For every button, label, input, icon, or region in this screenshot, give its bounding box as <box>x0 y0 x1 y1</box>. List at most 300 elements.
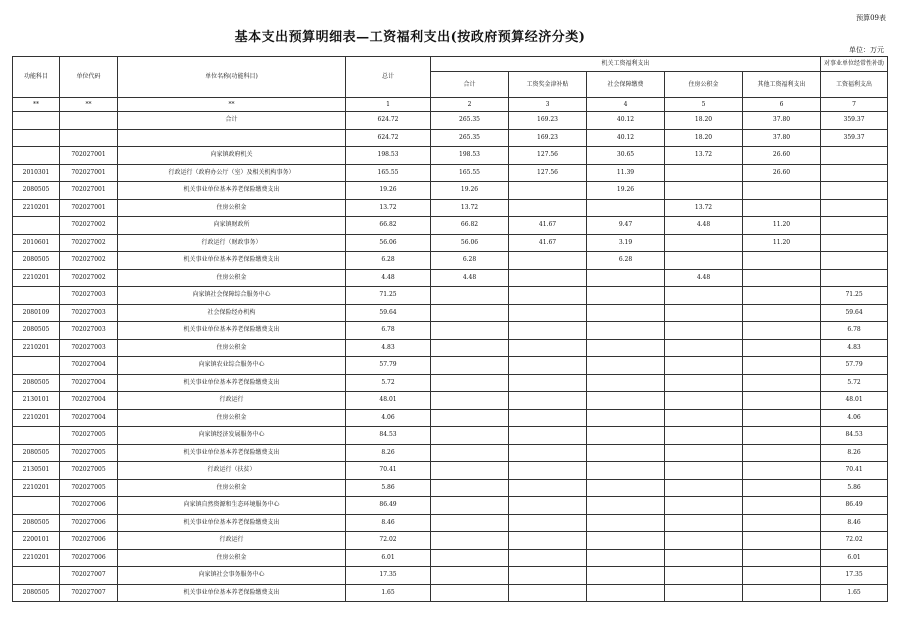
cell-total: 57.79 <box>346 357 431 375</box>
header-sub: 合计 <box>431 72 509 98</box>
cell-social-security <box>587 444 665 462</box>
cell-unit-code: 702027005 <box>60 444 118 462</box>
cell-institution-subsidy: 8.46 <box>821 514 888 532</box>
cell-social-security <box>587 199 665 217</box>
cell-subtotal <box>431 514 509 532</box>
cell-housing-fund <box>665 234 743 252</box>
cell-other-welfare: 11.20 <box>743 217 821 235</box>
cell-func-subject: 2080505 <box>13 444 60 462</box>
cell-social-security <box>587 409 665 427</box>
table-row <box>13 497 888 515</box>
cell-housing-fund: 4.48 <box>665 217 743 235</box>
cell-housing-fund: 4.48 <box>665 269 743 287</box>
cell-housing-fund: 18.20 <box>665 129 743 147</box>
cell-total: 1.65 <box>346 584 431 602</box>
cell-unit-code: 702027005 <box>60 479 118 497</box>
index-cell: ** <box>60 98 118 112</box>
table-row <box>13 252 888 270</box>
table-row <box>13 182 888 200</box>
cell-func-subject <box>13 287 60 305</box>
header-last: 对事业单位经常性补助 <box>821 57 888 72</box>
cell-total: 13.72 <box>346 199 431 217</box>
cell-unit-code: 702027002 <box>60 269 118 287</box>
cell-func-subject: 2210201 <box>13 269 60 287</box>
cell-func-subject: 2080505 <box>13 252 60 270</box>
header-func-subject: 功能科目 <box>13 57 60 98</box>
cell-subtotal: 19.26 <box>431 182 509 200</box>
cell-subtotal <box>431 374 509 392</box>
header-sub: 工资奖金津补贴 <box>509 72 587 98</box>
cell-housing-fund <box>665 567 743 585</box>
cell-unit-code <box>60 129 118 147</box>
cell-total: 71.25 <box>346 287 431 305</box>
cell-housing-fund <box>665 409 743 427</box>
cell-unit-code: 702027003 <box>60 287 118 305</box>
cell-func-subject: 2130101 <box>13 392 60 410</box>
table-row <box>13 479 888 497</box>
cell-salary <box>509 339 587 357</box>
cell-other-welfare <box>743 392 821 410</box>
cell-func-subject <box>13 497 60 515</box>
cell-subtotal <box>431 584 509 602</box>
cell-institution-subsidy <box>821 217 888 235</box>
cell-subtotal: 6.28 <box>431 252 509 270</box>
table-row <box>13 339 888 357</box>
cell-unit-name: 机关事业单位基本养老保险缴费支出 <box>118 444 346 462</box>
cell-subtotal <box>431 532 509 550</box>
cell-salary: 127.56 <box>509 164 587 182</box>
cell-social-security <box>587 374 665 392</box>
form-number: 预算09表 <box>856 14 886 22</box>
cell-func-subject: 2210201 <box>13 479 60 497</box>
cell-func-subject: 2130501 <box>13 462 60 480</box>
cell-unit-name: 机关事业单位基本养老保险缴费支出 <box>118 252 346 270</box>
cell-housing-fund <box>665 357 743 375</box>
cell-salary <box>509 409 587 427</box>
cell-total: 59.64 <box>346 304 431 322</box>
cell-unit-code: 702027001 <box>60 199 118 217</box>
cell-social-security: 30.65 <box>587 147 665 165</box>
cell-subtotal <box>431 287 509 305</box>
table-row <box>13 444 888 462</box>
cell-social-security: 11.39 <box>587 164 665 182</box>
cell-unit-code: 702027004 <box>60 357 118 375</box>
cell-social-security <box>587 462 665 480</box>
cell-housing-fund <box>665 479 743 497</box>
cell-institution-subsidy: 72.02 <box>821 532 888 550</box>
cell-unit-name: 行政运行（财政事务） <box>118 234 346 252</box>
cell-unit-code: 702027002 <box>60 234 118 252</box>
page-title: 基本支出预算明细表—工资福利支出(按政府预算经济分类) <box>234 30 586 45</box>
cell-salary <box>509 287 587 305</box>
table-body <box>13 112 888 602</box>
cell-institution-subsidy <box>821 164 888 182</box>
cell-unit-code: 702027006 <box>60 497 118 515</box>
cell-housing-fund <box>665 374 743 392</box>
cell-social-security <box>587 287 665 305</box>
cell-social-security <box>587 269 665 287</box>
cell-unit-name: 向家镇社会保障综合服务中心 <box>118 287 346 305</box>
cell-other-welfare <box>743 339 821 357</box>
cell-subtotal <box>431 392 509 410</box>
cell-subtotal <box>431 427 509 445</box>
cell-total: 86.49 <box>346 497 431 515</box>
cell-func-subject <box>13 427 60 445</box>
cell-housing-fund <box>665 339 743 357</box>
cell-housing-fund <box>665 497 743 515</box>
cell-institution-subsidy <box>821 252 888 270</box>
cell-salary <box>509 532 587 550</box>
table-row <box>13 129 888 147</box>
cell-housing-fund <box>665 549 743 567</box>
cell-subtotal <box>431 549 509 567</box>
cell-func-subject: 2210201 <box>13 199 60 217</box>
table-row <box>13 234 888 252</box>
cell-unit-code: 702027004 <box>60 409 118 427</box>
header-sub: 其他工资福利支出 <box>743 72 821 98</box>
cell-salary <box>509 374 587 392</box>
cell-institution-subsidy: 8.26 <box>821 444 888 462</box>
cell-salary <box>509 462 587 480</box>
cell-total: 84.53 <box>346 427 431 445</box>
header-last-sub: 工资福利支出 <box>821 72 888 98</box>
cell-salary <box>509 199 587 217</box>
cell-institution-subsidy <box>821 147 888 165</box>
cell-unit-code: 702027002 <box>60 252 118 270</box>
cell-subtotal: 13.72 <box>431 199 509 217</box>
cell-social-security: 40.12 <box>587 112 665 130</box>
cell-func-subject: 2080109 <box>13 304 60 322</box>
cell-other-welfare <box>743 269 821 287</box>
cell-unit-name: 向家镇农业综合服务中心 <box>118 357 346 375</box>
cell-other-welfare <box>743 567 821 585</box>
cell-unit-code: 702027006 <box>60 549 118 567</box>
cell-unit-name: 向家镇自然资源和生态环境服务中心 <box>118 497 346 515</box>
table-row <box>13 584 888 602</box>
cell-institution-subsidy: 359.37 <box>821 129 888 147</box>
table-row <box>13 532 888 550</box>
cell-unit-name: 行政运行 <box>118 532 346 550</box>
table-row <box>13 269 888 287</box>
cell-salary: 127.56 <box>509 147 587 165</box>
cell-subtotal <box>431 304 509 322</box>
cell-total: 72.02 <box>346 532 431 550</box>
cell-unit-code: 702027005 <box>60 462 118 480</box>
table-row <box>13 287 888 305</box>
cell-social-security: 19.26 <box>587 182 665 200</box>
cell-unit-name <box>118 129 346 147</box>
index-cell: ** <box>13 98 60 112</box>
cell-unit-code: 702027007 <box>60 584 118 602</box>
cell-salary: 41.67 <box>509 234 587 252</box>
cell-func-subject: 2210201 <box>13 549 60 567</box>
cell-institution-subsidy: 1.65 <box>821 584 888 602</box>
cell-housing-fund <box>665 304 743 322</box>
cell-institution-subsidy: 6.01 <box>821 549 888 567</box>
cell-subtotal <box>431 497 509 515</box>
cell-subtotal: 198.53 <box>431 147 509 165</box>
header-group-label: 机关工资福利支出 <box>431 57 821 72</box>
cell-institution-subsidy: 86.49 <box>821 497 888 515</box>
header-sub: 住房公积金 <box>665 72 743 98</box>
cell-other-welfare <box>743 199 821 217</box>
unit-label: 单位：万元 <box>849 46 884 54</box>
cell-unit-code: 702027003 <box>60 304 118 322</box>
cell-institution-subsidy: 4.06 <box>821 409 888 427</box>
cell-unit-name: 合计 <box>118 112 346 130</box>
cell-institution-subsidy <box>821 234 888 252</box>
cell-subtotal <box>431 444 509 462</box>
cell-unit-code: 702027001 <box>60 147 118 165</box>
cell-unit-name: 机关事业单位基本养老保险缴费支出 <box>118 322 346 340</box>
cell-social-security <box>587 497 665 515</box>
cell-subtotal: 265.35 <box>431 129 509 147</box>
cell-housing-fund <box>665 182 743 200</box>
cell-func-subject <box>13 217 60 235</box>
cell-unit-code: 702027002 <box>60 217 118 235</box>
cell-unit-code: 702027004 <box>60 374 118 392</box>
cell-other-welfare <box>743 532 821 550</box>
cell-institution-subsidy <box>821 269 888 287</box>
header-sub: 社会保障缴费 <box>587 72 665 98</box>
cell-unit-name: 社会保险经办机构 <box>118 304 346 322</box>
cell-unit-code: 702027006 <box>60 532 118 550</box>
cell-unit-name: 行政运行 <box>118 392 346 410</box>
cell-other-welfare: 37.80 <box>743 129 821 147</box>
cell-institution-subsidy: 70.41 <box>821 462 888 480</box>
cell-total: 6.01 <box>346 549 431 567</box>
cell-subtotal: 4.48 <box>431 269 509 287</box>
cell-social-security <box>587 322 665 340</box>
cell-unit-name: 向家镇财政所 <box>118 217 346 235</box>
cell-other-welfare <box>743 514 821 532</box>
table-row <box>13 112 888 130</box>
index-cell: 1 <box>346 98 431 112</box>
cell-total: 6.28 <box>346 252 431 270</box>
cell-total: 165.55 <box>346 164 431 182</box>
cell-salary: 169.23 <box>509 112 587 130</box>
cell-social-security <box>587 567 665 585</box>
index-cell: 3 <box>509 98 587 112</box>
cell-institution-subsidy: 71.25 <box>821 287 888 305</box>
cell-other-welfare <box>743 182 821 200</box>
cell-func-subject: 2010601 <box>13 234 60 252</box>
cell-other-welfare <box>743 462 821 480</box>
cell-salary <box>509 584 587 602</box>
cell-other-welfare <box>743 374 821 392</box>
cell-institution-subsidy: 5.86 <box>821 479 888 497</box>
cell-total: 4.83 <box>346 339 431 357</box>
header-unit-code: 单位代码 <box>60 57 118 98</box>
cell-housing-fund <box>665 322 743 340</box>
cell-subtotal <box>431 409 509 427</box>
cell-other-welfare <box>743 549 821 567</box>
cell-housing-fund <box>665 392 743 410</box>
cell-unit-code: 702027005 <box>60 427 118 445</box>
cell-salary <box>509 357 587 375</box>
cell-unit-code: 702027003 <box>60 339 118 357</box>
cell-unit-code: 702027004 <box>60 392 118 410</box>
cell-housing-fund <box>665 584 743 602</box>
cell-unit-code: 702027001 <box>60 182 118 200</box>
cell-func-subject <box>13 567 60 585</box>
cell-subtotal <box>431 357 509 375</box>
cell-institution-subsidy: 4.83 <box>821 339 888 357</box>
cell-other-welfare <box>743 322 821 340</box>
cell-salary <box>509 392 587 410</box>
cell-social-security <box>587 532 665 550</box>
cell-institution-subsidy: 17.35 <box>821 567 888 585</box>
cell-unit-name: 行政运行（政府办公厅（室）及相关机构事务） <box>118 164 346 182</box>
index-cell: 5 <box>665 98 743 112</box>
table-row <box>13 427 888 445</box>
cell-housing-fund: 13.72 <box>665 147 743 165</box>
cell-salary <box>509 182 587 200</box>
cell-func-subject: 2080505 <box>13 584 60 602</box>
cell-subtotal: 265.35 <box>431 112 509 130</box>
cell-social-security: 9.47 <box>587 217 665 235</box>
cell-unit-name: 住房公积金 <box>118 269 346 287</box>
cell-social-security: 3.19 <box>587 234 665 252</box>
cell-total: 5.72 <box>346 374 431 392</box>
cell-institution-subsidy: 359.37 <box>821 112 888 130</box>
cell-social-security <box>587 304 665 322</box>
index-cell: 6 <box>743 98 821 112</box>
cell-other-welfare <box>743 357 821 375</box>
cell-other-welfare: 11.20 <box>743 234 821 252</box>
cell-social-security <box>587 514 665 532</box>
cell-salary: 169.23 <box>509 129 587 147</box>
cell-salary <box>509 497 587 515</box>
index-row <box>13 98 888 112</box>
cell-func-subject: 2200101 <box>13 532 60 550</box>
cell-subtotal <box>431 567 509 585</box>
cell-total: 19.26 <box>346 182 431 200</box>
cell-salary <box>509 479 587 497</box>
cell-total: 4.48 <box>346 269 431 287</box>
cell-unit-name: 向家镇社会事务服务中心 <box>118 567 346 585</box>
cell-housing-fund <box>665 287 743 305</box>
cell-unit-name: 机关事业单位基本养老保险缴费支出 <box>118 182 346 200</box>
cell-unit-name: 住房公积金 <box>118 199 346 217</box>
cell-salary <box>509 322 587 340</box>
cell-other-welfare <box>743 304 821 322</box>
cell-salary <box>509 427 587 445</box>
cell-other-welfare <box>743 479 821 497</box>
cell-func-subject: 2080505 <box>13 514 60 532</box>
cell-housing-fund <box>665 427 743 445</box>
cell-other-welfare <box>743 444 821 462</box>
cell-other-welfare <box>743 427 821 445</box>
cell-total: 8.26 <box>346 444 431 462</box>
header-total: 总计 <box>346 57 431 98</box>
header-unit-name: 单位名称(功能科目) <box>118 57 346 98</box>
cell-unit-name: 住房公积金 <box>118 479 346 497</box>
cell-unit-code <box>60 112 118 130</box>
cell-other-welfare <box>743 252 821 270</box>
index-cell: 2 <box>431 98 509 112</box>
cell-social-security <box>587 549 665 567</box>
cell-total: 66.82 <box>346 217 431 235</box>
cell-func-subject: 2210201 <box>13 339 60 357</box>
cell-func-subject: 2080505 <box>13 374 60 392</box>
cell-salary <box>509 304 587 322</box>
table-row <box>13 374 888 392</box>
cell-subtotal: 165.55 <box>431 164 509 182</box>
cell-func-subject <box>13 112 60 130</box>
cell-housing-fund <box>665 532 743 550</box>
cell-func-subject <box>13 129 60 147</box>
cell-subtotal <box>431 479 509 497</box>
cell-total: 5.86 <box>346 479 431 497</box>
cell-institution-subsidy: 57.79 <box>821 357 888 375</box>
cell-unit-name: 机关事业单位基本养老保险缴费支出 <box>118 584 346 602</box>
cell-social-security <box>587 392 665 410</box>
table-row <box>13 462 888 480</box>
cell-salary <box>509 567 587 585</box>
cell-institution-subsidy <box>821 182 888 200</box>
cell-subtotal <box>431 322 509 340</box>
cell-unit-code: 702027003 <box>60 322 118 340</box>
budget-table <box>12 56 888 602</box>
cell-unit-name: 住房公积金 <box>118 549 346 567</box>
cell-total: 70.41 <box>346 462 431 480</box>
cell-subtotal: 66.82 <box>431 217 509 235</box>
table-row <box>13 164 888 182</box>
cell-total: 56.06 <box>346 234 431 252</box>
cell-other-welfare: 26.60 <box>743 164 821 182</box>
cell-social-security <box>587 357 665 375</box>
cell-unit-code: 702027007 <box>60 567 118 585</box>
cell-func-subject: 2080505 <box>13 322 60 340</box>
cell-other-welfare <box>743 287 821 305</box>
cell-unit-name: 机关事业单位基本养老保险缴费支出 <box>118 514 346 532</box>
cell-unit-name: 向家镇经济发展服务中心 <box>118 427 346 445</box>
cell-subtotal <box>431 339 509 357</box>
cell-subtotal: 56.06 <box>431 234 509 252</box>
cell-other-welfare: 37.80 <box>743 112 821 130</box>
cell-institution-subsidy <box>821 199 888 217</box>
index-cell: ** <box>118 98 346 112</box>
cell-other-welfare <box>743 497 821 515</box>
cell-salary <box>509 444 587 462</box>
cell-total: 8.46 <box>346 514 431 532</box>
cell-social-security <box>587 479 665 497</box>
cell-salary <box>509 514 587 532</box>
table-row <box>13 392 888 410</box>
cell-total: 17.35 <box>346 567 431 585</box>
cell-func-subject <box>13 357 60 375</box>
cell-salary <box>509 269 587 287</box>
cell-unit-code: 702027001 <box>60 164 118 182</box>
cell-institution-subsidy: 84.53 <box>821 427 888 445</box>
table-row <box>13 304 888 322</box>
cell-institution-subsidy: 6.78 <box>821 322 888 340</box>
table-row <box>13 199 888 217</box>
cell-social-security <box>587 427 665 445</box>
cell-housing-fund: 18.20 <box>665 112 743 130</box>
cell-housing-fund <box>665 252 743 270</box>
cell-salary <box>509 252 587 270</box>
table-row <box>13 217 888 235</box>
cell-housing-fund <box>665 514 743 532</box>
cell-unit-name: 机关事业单位基本养老保险缴费支出 <box>118 374 346 392</box>
cell-total: 198.53 <box>346 147 431 165</box>
cell-salary <box>509 549 587 567</box>
cell-housing-fund <box>665 164 743 182</box>
cell-other-welfare <box>743 409 821 427</box>
cell-unit-name: 住房公积金 <box>118 339 346 357</box>
